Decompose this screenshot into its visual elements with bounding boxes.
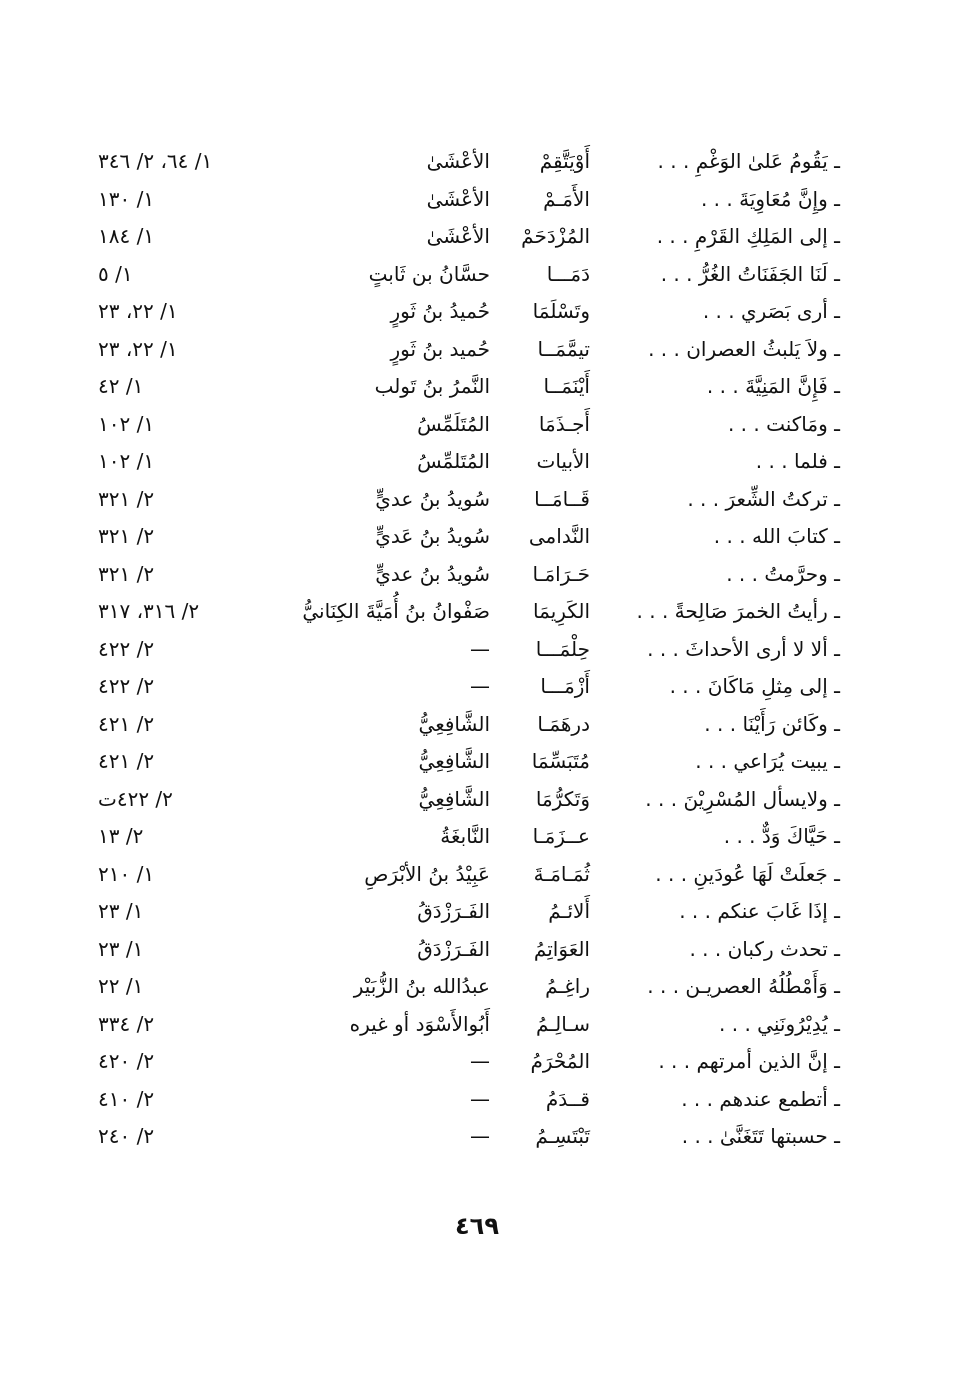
table-row (100, 181, 840, 219)
poet-name: الأعْشَىٰ (426, 186, 490, 211)
rhyme-word: العَوَاتِمُ (533, 936, 590, 961)
poet-name: سُويدُ بنُ عديٍّ (375, 486, 490, 511)
rhyme-word: درهَمَـا (537, 711, 590, 736)
poet-name: — (470, 636, 490, 661)
volume-page-ref: ١/ ٦٤، ٢/ ٣٤٦ (98, 149, 213, 173)
rhyme-word: الأَمَـمْ (543, 186, 590, 211)
volume-page-ref: ١/ ١٣٠ (98, 186, 155, 211)
table-row (100, 631, 840, 669)
verse-opening: ـ إنَّ الذين أمرتهم . . . (658, 1049, 840, 1073)
rhyme-word: وتَسْلَمَا (532, 299, 590, 323)
rhyme-word: راغِـمُ (545, 974, 590, 998)
poet-name: — (470, 1124, 490, 1148)
rhyme-word: قَــامَــا (534, 486, 590, 511)
poet-name: سُويدُ بنُ عَديٍّ (375, 524, 490, 548)
table-row (100, 931, 840, 969)
poet-name: المُتَلَمِّسُ (417, 411, 490, 436)
table-row (100, 818, 840, 856)
volume-page-ref: ١/ ١٠٢ (98, 449, 155, 473)
verse-opening: ـ حَيَّاكَ وَدٌّ . . . (723, 824, 840, 848)
verse-opening: ـ إلى المَلِكِ القَرْمِ . . . (656, 224, 840, 248)
volume-page-ref: ٢/ ٣٢١ (98, 486, 155, 511)
rhyme-word: أَلائـمُ (548, 899, 590, 923)
table-row (100, 593, 840, 631)
verse-opening: ـ جَعلَتْ لَهَا عُودَينِ . . . (655, 861, 840, 886)
rhyme-word: حَـرَامَـا (532, 561, 590, 586)
volume-page-ref: ١/ ٥ (98, 261, 133, 286)
rhyme-word: سـالِـمُ (536, 1011, 590, 1036)
poet-name: حُميدُ بنُ ثَورٍ (390, 299, 490, 323)
volume-page-ref: ٢/ ٤٢٢ت (98, 786, 173, 811)
table-row (100, 406, 840, 444)
volume-page-ref: ١/ ٢٢ (98, 974, 144, 998)
verse-opening: ـ ولاَ يَلبثُ العصران . . . (648, 336, 840, 361)
verse-opening: ـ ومَاكنت . . . (727, 411, 840, 436)
volume-page-ref: ١/ ١٠٢ (98, 411, 155, 436)
rhyme-word: وَتَكرُّمَا (535, 786, 590, 811)
rhyme-word: أَيْنَمَــا (543, 374, 590, 398)
volume-page-ref: ٢/ ٤٢١ (98, 711, 155, 736)
verse-opening: ـ يبيت يُرَاعي . . . (695, 749, 840, 773)
volume-page-ref: ١/ ٢١٠ (98, 861, 155, 886)
rhyme-word: النَّدامى (528, 524, 590, 548)
poet-name: — (470, 1049, 490, 1073)
table-row (100, 256, 840, 294)
table-row (100, 893, 840, 931)
table-row (100, 1043, 840, 1081)
rhyme-word: تيمَّمَــا (537, 336, 590, 361)
table-row (100, 518, 840, 556)
verse-opening: ـ أرى بَصَري . . . (702, 299, 840, 323)
poet-name: سُويدُ بنُ عديٍّ (375, 561, 490, 586)
rhyme-word: الأبيات (536, 449, 590, 473)
table-row (100, 443, 840, 481)
verse-opening: ـ تحدث ركبان . . . (689, 936, 840, 961)
volume-page-ref: ٢/ ٤١٠ (98, 1086, 155, 1111)
verse-index-table (100, 143, 840, 1156)
table-row (100, 968, 840, 1006)
table-row (100, 668, 840, 706)
verse-opening: ـ حسبتها تَتَغَنَّىٰ . . . (681, 1124, 840, 1148)
poet-name: الفَـرَزْدَقُ (417, 936, 490, 961)
verse-opening: ـ تركتُ الشِّعرَ . . . (687, 486, 840, 511)
poet-name: النَّابغَةُ (440, 824, 490, 848)
table-row (100, 781, 840, 819)
rhyme-word: تَبْتَسِـمُ (535, 1124, 590, 1148)
volume-page-ref: ٢/ ٣٣٤ (98, 1011, 155, 1036)
verse-opening: ـ أتطمع عندهم . . . (681, 1086, 840, 1111)
verse-opening: ـ وإِنَّ مُعَاوِيَةَ . . . (700, 186, 840, 211)
poet-name: الشَّافِعِيُّ (418, 711, 490, 736)
volume-page-ref: ٢/ ١٣ (98, 824, 144, 848)
verse-opening: ـ ولايسأل المُسْرِيْنَ . . . (645, 786, 840, 811)
verse-opening: ـ إذَا غَابَ عنكم . . . (679, 899, 840, 923)
volume-page-ref: ٢/ ٣٢١ (98, 561, 155, 586)
poet-name: الفَـرَزْدَقُ (417, 899, 490, 923)
poet-name: صَفْوانُ بنُ أُمَيَّةَ الكِنَانيُّ (302, 599, 490, 623)
volume-page-ref: ٢/ ٣٢١ (98, 524, 155, 548)
volume-page-ref: ٢/ ٤٢٢ (98, 674, 155, 698)
verse-opening: ـ وحرَّمتُ . . . (726, 561, 840, 586)
poet-name: الأعْشَىٰ (426, 149, 490, 173)
table-row (100, 1006, 840, 1044)
table-row (100, 218, 840, 256)
poet-name: الشَّافِعِيُّ (418, 786, 490, 811)
volume-page-ref: ١/ ٢٢، ٢٣ (98, 336, 178, 361)
table-row (100, 481, 840, 519)
verse-opening: ـ كتابَ الله . . . (713, 524, 840, 548)
table-row (100, 368, 840, 406)
poet-name: المُتَلمِّسُ (417, 449, 490, 473)
volume-page-ref: ١/ ٢٢، ٢٣ (98, 299, 178, 323)
volume-page-ref: ١/ ٤٢ (98, 374, 144, 398)
poet-name: — (470, 674, 490, 698)
verse-opening: ـ يَقُومُ عَلىٰ الوَغْمِ . . . (657, 149, 840, 173)
rhyme-word: أَوْيَتَّقِمْ (539, 149, 590, 173)
volume-page-ref: ١/ ٢٣ (98, 936, 144, 961)
poet-name: الأعْشَىٰ (426, 224, 490, 248)
page-number: ٤٦٩ (455, 1212, 499, 1240)
table-row (100, 1118, 840, 1156)
rhyme-word: ثُمَـامَـةَ (533, 861, 590, 886)
rhyme-word: دَمَـــا (546, 261, 590, 286)
poet-name: حُميد بنُ ثَورٍ (390, 336, 490, 361)
table-row (100, 743, 840, 781)
poet-name: عبدُالله بنُ الزُّبَيْر (353, 974, 490, 998)
verse-opening: ـ ألا لا أرى الأحداثَ . . . (647, 636, 840, 661)
verse-opening: ـ لَنَا الجَفَنَاتُ الغُرُّ . . . (660, 261, 840, 286)
volume-page-ref: ٢/ ٤٢٢ (98, 636, 155, 661)
verse-opening: ـ إلى مِثلِ مَاكَانَ . . . (669, 674, 840, 698)
verse-opening: ـ وكَائن رَأَيْنَا . . . (704, 711, 840, 736)
table-row (100, 556, 840, 594)
poet-name: حسَّانُ بن ثَابتٍ (368, 261, 490, 286)
rhyme-word: المُزْدَحَمْ (521, 224, 590, 248)
table-row (100, 143, 840, 181)
verse-opening: ـ فَإِنَّ المَنِيَّةَ . . . (706, 374, 840, 398)
rhyme-word: المُحْرَمُ (530, 1049, 590, 1073)
volume-page-ref: ٢/ ٣١٦، ٣١٧ (98, 599, 200, 623)
verse-opening: ـ رأيتُ الخمرَ صَالِحةً . . . (636, 599, 840, 623)
volume-page-ref: ٢/ ٤٢٠ (98, 1049, 155, 1073)
poet-name: أَبُوالأَسْوَد أو غيره (349, 1011, 490, 1036)
table-row (100, 856, 840, 894)
rhyme-word: الكَرِيمَا (533, 599, 590, 623)
verse-opening: ـ يُدِيْرُونَنِي . . . (719, 1011, 840, 1036)
rhyme-word: قــدَمُ (545, 1086, 590, 1111)
rhyme-word: أَزْمَـــا (540, 674, 590, 698)
table-row (100, 293, 840, 331)
verse-opening: ـ وَأَمْطُلُهُ العصريـن . . . (647, 974, 840, 998)
poet-name: — (470, 1086, 490, 1111)
volume-page-ref: ١/ ٢٣ (98, 899, 144, 923)
poet-name: عَبِيْدُ بنُ الأبْرَصِ (364, 861, 490, 886)
rhyme-word: أَجـذَمَا (538, 411, 590, 436)
poet-name: الشَّافِعِيُّ (418, 749, 490, 773)
volume-page-ref: ١/ ١٨٤ (98, 224, 155, 248)
poet-name: النَّمرُ بنُ تَولب (374, 374, 490, 398)
table-row (100, 331, 840, 369)
rhyme-word: حِلْمَـــا (535, 636, 590, 661)
volume-page-ref: ٢/ ٢٤٠ (98, 1124, 155, 1148)
rhyme-word: مُتَبَسِّمَا (531, 749, 590, 773)
rhyme-word: عــزَمَـا (532, 824, 590, 848)
table-row (100, 706, 840, 744)
table-row (100, 1081, 840, 1119)
verse-opening: ـ فلما . . . (755, 449, 840, 473)
volume-page-ref: ٢/ ٤٢١ (98, 749, 155, 773)
